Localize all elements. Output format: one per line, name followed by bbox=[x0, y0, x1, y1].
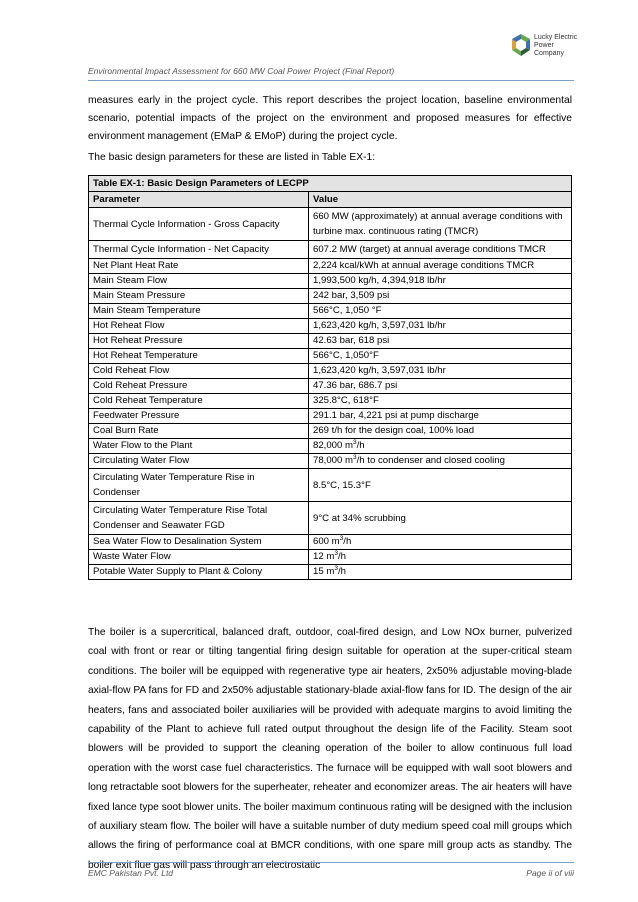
value-text: 82,000 m bbox=[313, 440, 354, 451]
value-cell: 9°C at 34% scrubbing bbox=[309, 502, 572, 535]
value-cell bbox=[309, 439, 572, 454]
parameter-cell: Hot Reheat Temperature bbox=[89, 349, 309, 364]
table-header-row bbox=[89, 192, 572, 208]
table-row bbox=[89, 454, 572, 469]
parameter-cell: Main Steam Pressure bbox=[89, 289, 309, 304]
parameter-cell: Feedwater Pressure bbox=[89, 409, 309, 424]
value-text: 12 m bbox=[313, 551, 335, 562]
table-row bbox=[89, 274, 572, 289]
value-cell bbox=[309, 550, 572, 565]
table-row bbox=[89, 439, 572, 454]
table-row bbox=[89, 565, 572, 580]
value-unit: /h bbox=[343, 536, 352, 547]
table-row bbox=[89, 394, 572, 409]
value-cell: 42.63 bar, 618 psi bbox=[309, 334, 572, 349]
footer-company: EMC Pakistan Pvt. Ltd bbox=[88, 868, 174, 878]
table-row bbox=[89, 208, 572, 241]
logo-text: Lucky Electric Power Company bbox=[534, 34, 578, 57]
table-intro-paragraph: The basic design parameters for these are listed in Table EX-1: bbox=[88, 152, 376, 164]
value-cell: 325.8°C, 618°F bbox=[309, 394, 572, 409]
value-text: 15 m bbox=[313, 566, 335, 577]
value-cell bbox=[309, 565, 572, 580]
parameter-cell: Main Steam Flow bbox=[89, 274, 309, 289]
value-superscript: 3 bbox=[334, 564, 338, 572]
parameter-cell: Thermal Cycle Information - Net Capacity bbox=[89, 241, 309, 259]
parameter-cell: Cold Reheat Temperature bbox=[89, 394, 309, 409]
value-cell: 242 bar, 3,509 psi bbox=[309, 289, 572, 304]
table-row bbox=[89, 535, 572, 550]
table-row bbox=[89, 409, 572, 424]
company-logo bbox=[508, 30, 578, 80]
parameter-cell: Sea Water Flow to Desalination System bbox=[89, 535, 309, 550]
table-row bbox=[89, 289, 572, 304]
value-superscript: 3 bbox=[353, 453, 357, 461]
table-row bbox=[89, 334, 572, 349]
parameter-cell: Cold Reheat Pressure bbox=[89, 379, 309, 394]
table-row bbox=[89, 424, 572, 439]
value-cell: 47.36 bar, 686.7 psi bbox=[309, 379, 572, 394]
value-unit: /h bbox=[337, 551, 346, 562]
intro-section bbox=[88, 92, 572, 167]
value-unit: /h bbox=[356, 440, 365, 451]
value-cell bbox=[309, 535, 572, 550]
value-superscript: 3 bbox=[353, 438, 357, 446]
table-row bbox=[89, 502, 572, 535]
value-cell: 607.2 MW (target) at annual average conditions TMCR bbox=[309, 241, 572, 259]
intro-paragraph: measures early in the project cycle. This report describes the project location, baseline environmental scenario, potential impacts of the project on the environment and proposed measures for effective environment management (EMaP & EMoP) during the project cycle. bbox=[88, 95, 572, 142]
table-caption: Table EX-1: Basic Design Parameters of LECPP bbox=[89, 176, 572, 192]
table-caption-row bbox=[89, 176, 572, 192]
value-cell: 566°C, 1,050 °F bbox=[309, 304, 572, 319]
parameter-cell: Net Plant Heat Rate bbox=[89, 259, 309, 274]
value-text: 78,000 m bbox=[313, 455, 354, 466]
parameter-cell: Water Flow to the Plant bbox=[89, 439, 309, 454]
table-row bbox=[89, 364, 572, 379]
value-superscript: 3 bbox=[334, 549, 338, 557]
table-row bbox=[89, 241, 572, 259]
parameter-cell: Circulating Water Temperature Rise Total Condenser and Seawater FGD bbox=[89, 502, 309, 535]
parameter-cell: Waste Water Flow bbox=[89, 550, 309, 565]
value-cell: 291.1 bar, 4,221 psi at pump discharge bbox=[309, 409, 572, 424]
value-cell: 1,623,420 kg/h, 3,597,031 lb/hr bbox=[309, 364, 572, 379]
boiler-description-section bbox=[88, 623, 572, 875]
parameter-cell: Circulating Water Flow bbox=[89, 454, 309, 469]
column-header-value: Value bbox=[309, 192, 572, 208]
value-cell: 2,224 kcal/kWh at annual average conditions TMCR bbox=[309, 259, 572, 274]
parameter-cell: Hot Reheat Flow bbox=[89, 319, 309, 334]
logo-mark-icon bbox=[508, 32, 534, 60]
table-row bbox=[89, 304, 572, 319]
column-header-parameter: Parameter bbox=[89, 192, 309, 208]
header-title: Environmental Impact Assessment for 660 MW Coal Power Project (Final Report) bbox=[88, 66, 395, 76]
page-header bbox=[88, 34, 578, 80]
value-cell: 1,623,420 kg/h, 3,597,031 lb/hr bbox=[309, 319, 572, 334]
parameter-cell: Main Steam Temperature bbox=[89, 304, 309, 319]
header-divider bbox=[88, 80, 574, 81]
value-cell: 8.5°C, 15.3°F bbox=[309, 469, 572, 502]
footer-divider bbox=[88, 862, 574, 863]
parameter-cell: Circulating Water Temperature Rise in Condenser bbox=[89, 469, 309, 502]
value-cell: 1,993,500 kg/h, 4,394,918 lb/hr bbox=[309, 274, 572, 289]
table-row bbox=[89, 379, 572, 394]
boiler-paragraph: The boiler is a supercritical, balanced draft, outdoor, coal-fired design, and Low NOx burner, pulverized coal with front or rear or tilting tangential firing design suitable for operation at the super-critical steam conditions. The boiler will be equipped with regenerative type air heaters, 2x50% adjustable moving-blade axial-flow PA fans for FD and 2x50% adjustable stationary-blade axial-flow fans for ID. The design of the air heaters, fans and associated boiler auxiliaries will be provided with adequate margins to avoid limiting the capability of the Plant to achieve full rated output throughout the design life of the Facility. Steam soot blowers will be provided to support the cleaning operation of the boiler to allow continuous full load operation with the worst case fuel characteristics. The furnace will be equipped with wall soot blowers and long retractable soot blowers for the superheater, reheater and economizer areas. The air heaters will have fixed lance type soot blower units. The boiler maximum continuous rating will be designed with the inclusion of auxiliary steam flow. The boiler will have a suitable number of duty medium speed coal mill groups which allows the firing of performance coal at BMCR conditions, with one spare mill group acts as standby. The boiler exit flue gas will pass through an electrostatic bbox=[88, 627, 572, 871]
value-unit: /h bbox=[337, 566, 346, 577]
value-text: 600 m bbox=[313, 536, 340, 547]
table-row bbox=[89, 469, 572, 502]
value-cell: 660 MW (approximately) at annual average conditions with turbine max. continuous rating (TMCR) bbox=[309, 208, 572, 241]
value-superscript: 3 bbox=[339, 534, 344, 542]
parameter-cell: Cold Reheat Flow bbox=[89, 364, 309, 379]
parameter-cell: Thermal Cycle Information - Gross Capacity bbox=[89, 208, 309, 241]
footer-page-number: Page ii of viii bbox=[526, 868, 574, 878]
table-row bbox=[89, 349, 572, 364]
table-row bbox=[89, 259, 572, 274]
parameter-cell: Hot Reheat Pressure bbox=[89, 334, 309, 349]
parameter-cell: Potable Water Supply to Plant & Colony bbox=[89, 565, 309, 580]
table-row bbox=[89, 550, 572, 565]
table-row bbox=[89, 319, 572, 334]
value-cell: 566°C, 1,050°F bbox=[309, 349, 572, 364]
value-cell: 269 t/h for the design coal, 100% load bbox=[309, 424, 572, 439]
parameter-cell: Coal Burn Rate bbox=[89, 424, 309, 439]
value-cell bbox=[309, 454, 572, 469]
value-unit: /h to condenser and closed cooling bbox=[356, 455, 505, 466]
design-parameters-table bbox=[88, 175, 572, 580]
